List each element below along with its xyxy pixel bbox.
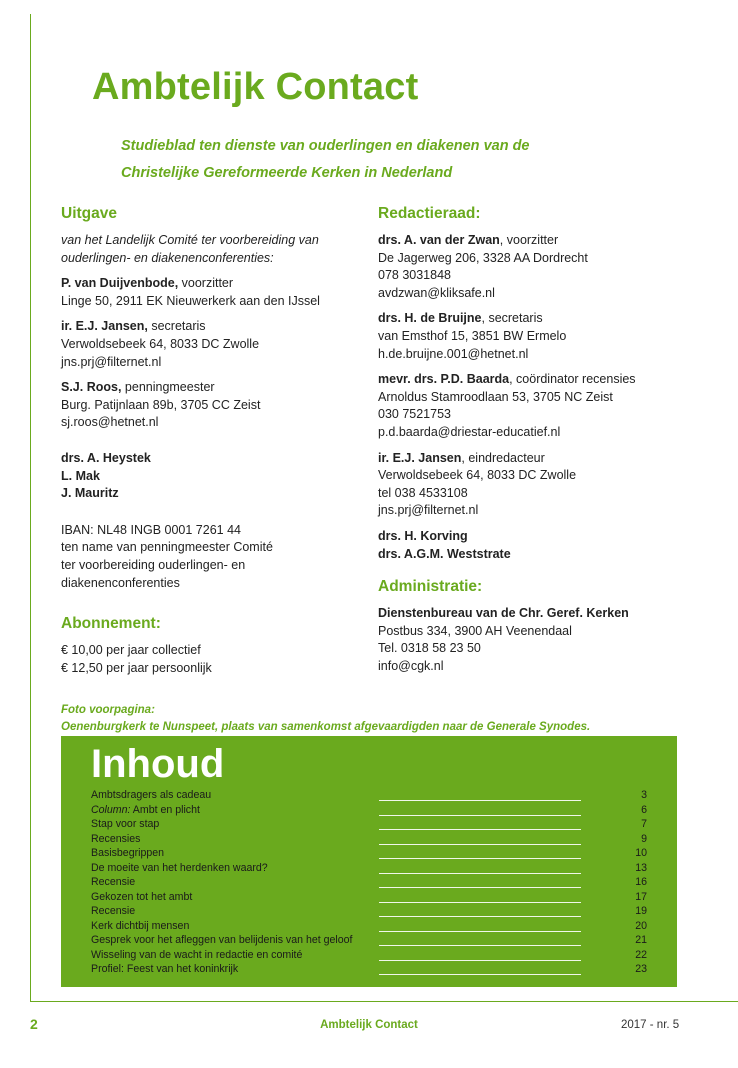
table-of-contents (61, 736, 677, 987)
toc-leader (379, 916, 581, 917)
admin-email[interactable]: info@cgk.nl (378, 658, 444, 673)
toc-leader (379, 945, 581, 946)
toc-item-label (91, 803, 200, 818)
contact-email[interactable]: p.d.baarda@driestar-educatief.nl (378, 424, 561, 439)
contact-name: ir. E.J. Jansen (378, 450, 462, 465)
toc-item-label: Recensie (91, 876, 136, 888)
toc-leader (379, 887, 581, 888)
left-rule (30, 14, 31, 1001)
contact-name: P. van Duijvenbode, (61, 276, 179, 291)
contact-name: ir. E.J. Jansen, (61, 319, 148, 334)
member-name: drs. H. Korving (378, 528, 468, 543)
toc-item-label: Recensies (91, 832, 141, 845)
photo-caption-text: Oenenburgkerk te Nunspeet, plaats van samenkomst afgevaardigden naar de Generale Synodes. (61, 721, 591, 733)
toc-item-label: Wisseling van de wacht in redactie en comité (91, 948, 303, 961)
toc-item[interactable] (91, 817, 647, 832)
right-column (378, 204, 728, 683)
contact-name: mevr. drs. P.D. Baarda (378, 372, 510, 387)
contact-role: voorzitter (178, 276, 234, 291)
contact-role: penningmeester (121, 380, 215, 395)
toc-item[interactable] (91, 948, 647, 963)
toc-item[interactable] (91, 962, 647, 977)
contact-secretaris (61, 318, 361, 371)
toc-item-label: De moeite van het herdenken waard? (91, 861, 268, 874)
toc-leader (379, 974, 581, 975)
photo-caption (61, 702, 590, 736)
contact-voorzitter (61, 275, 361, 310)
toc-item-page: 23 (635, 963, 647, 975)
footer-issue: 2017 - nr. 5 (621, 1019, 680, 1031)
toc-item-label: Gekozen tot het ambt (91, 890, 193, 903)
abonnement-prices (61, 642, 361, 677)
contact-role: , voorzitter (499, 233, 559, 247)
uitgave-intro (61, 232, 361, 267)
toc-item-page: 20 (635, 919, 647, 932)
contact-role: , coördinator recensies (509, 372, 636, 387)
subtitle (121, 133, 530, 187)
price-line: € 10,00 per jaar collectief (61, 643, 201, 658)
redactie-member (378, 450, 728, 520)
redactie-member (378, 310, 728, 363)
toc-item[interactable] (91, 933, 647, 948)
contact-email[interactable]: sj.roos@hetnet.nl (61, 415, 159, 430)
uitgave-intro-line: van het Landelijk Comité ter voorbereiding van (61, 233, 319, 247)
toc-item-label: Gesprek voor het afleggen van belijdenis van het geloof (91, 934, 353, 946)
toc-list (91, 788, 647, 977)
toc-item-page: 10 (635, 847, 647, 859)
toc-item-label-prefix: Column: (91, 803, 131, 816)
left-column (61, 204, 361, 685)
toc-leader (379, 844, 581, 845)
admin-name: Dienstenbureau van de Chr. Geref. Kerken (378, 606, 629, 621)
contact-email[interactable]: jns.prj@filternet.nl (61, 354, 162, 369)
contact-address: van Emsthof 15, 3851 BW Ermelo (378, 328, 567, 343)
toc-item-page: 7 (641, 818, 647, 830)
contact-name: drs. H. de Bruijne (378, 311, 482, 326)
contact-name: S.J. Roos, (61, 380, 122, 395)
member-name: drs. A. Heystek (61, 450, 151, 465)
toc-item-label: Ambtsdragers als cadeau (91, 789, 212, 801)
toc-leader (379, 829, 581, 830)
subtitle-line-1: Studieblad ten dienste van ouderlingen en diakenen van de (121, 138, 530, 154)
toc-leader (379, 873, 581, 874)
redactie-member (378, 371, 728, 441)
toc-item[interactable] (91, 875, 647, 890)
iban-line: ter voorbereiding ouderlingen- en (61, 557, 246, 572)
iban-line: ten name van penningmeester Comité (61, 540, 273, 555)
toc-item-page: 9 (641, 832, 647, 845)
bottom-rule (30, 1001, 738, 1002)
contact-address: Linge 50, 2911 EK Nieuwerkerk aan den IJssel (61, 293, 320, 308)
toc-item[interactable] (91, 788, 647, 803)
contact-role: , eindredacteur (461, 450, 545, 465)
toc-item[interactable] (91, 919, 647, 934)
contact-phone: 030 7521753 (378, 407, 451, 422)
toc-item-page: 21 (635, 934, 647, 946)
toc-item[interactable] (91, 846, 647, 861)
toc-item-label: Kerk dichtbij mensen (91, 919, 190, 932)
administratie-info (378, 605, 728, 675)
toc-item-label: Recensie (91, 905, 136, 917)
iban-line: IBAN: NL48 INGB 0001 7261 44 (61, 522, 241, 537)
admin-address: Postbus 334, 3900 AH Veenendaal (378, 623, 572, 638)
admin-phone: Tel. 0318 58 23 50 (378, 641, 481, 656)
contact-role: , secretaris (481, 311, 543, 326)
toc-item[interactable] (91, 832, 647, 847)
administratie-heading: Administratie: (378, 578, 483, 596)
member-name: J. Mauritz (61, 486, 119, 501)
contact-penningmeester (61, 379, 361, 432)
redactieraad-heading: Redactieraad: (378, 205, 481, 222)
contact-address: Verwoldsebeek 64, 8033 DC Zwolle (61, 336, 260, 351)
uitgave-intro-line: ouderlingen- en diakenenconferenties: (61, 250, 274, 265)
redactie-members-extra (378, 528, 728, 563)
toc-leader (379, 902, 581, 903)
contact-address: Verwoldsebeek 64, 8033 DC Zwolle (378, 468, 577, 483)
toc-item[interactable] (91, 890, 647, 905)
member-name: L. Mak (61, 468, 100, 483)
photo-caption-label: Foto voorpagina: (61, 704, 155, 716)
contact-name: drs. A. van der Zwan (378, 233, 500, 247)
member-name: drs. A.G.M. Weststrate (378, 546, 511, 561)
toc-item-page: 6 (641, 803, 647, 816)
toc-leader (379, 960, 581, 961)
contact-phone: 078 3031848 (378, 268, 451, 283)
page-number: 2 (30, 1016, 38, 1032)
toc-leader (379, 800, 581, 801)
contact-role: secretaris (147, 319, 206, 334)
uitgave-heading: Uitgave (61, 205, 117, 222)
contact-email[interactable]: h.de.bruijne.001@hetnet.nl (378, 346, 529, 361)
toc-item[interactable] (91, 861, 647, 876)
abonnement-heading: Abonnement: (61, 615, 161, 633)
redactie-member (378, 232, 728, 302)
iban-line: diakenenconferenties (61, 575, 180, 590)
toc-item-page: 22 (635, 948, 647, 961)
toc-item-page: 3 (641, 789, 647, 801)
toc-leader (379, 931, 581, 932)
toc-item[interactable] (91, 803, 647, 818)
toc-leader (379, 858, 581, 859)
iban-info (61, 522, 361, 592)
toc-item-label: Stap voor stap (91, 818, 160, 830)
toc-item-label: Profiel: Feest van het koninkrijk (91, 963, 239, 975)
toc-item-page: 16 (635, 876, 647, 888)
toc-leader (379, 815, 581, 816)
toc-item[interactable] (91, 904, 647, 919)
toc-item-label-text: Ambt en plicht (130, 803, 200, 816)
contact-address: Burg. Patijnlaan 89b, 3705 CC Zeist (61, 397, 261, 412)
subtitle-line-2: Christelijke Gereformeerde Kerken in Nederland (121, 165, 453, 181)
contact-email[interactable]: avdzwan@kliksafe.nl (378, 285, 495, 300)
page-title: Ambtelijk Contact (92, 66, 419, 108)
toc-item-page: 17 (635, 890, 647, 903)
toc-title: Inhoud (91, 742, 225, 786)
toc-item-label: Basisbegrippen (91, 847, 165, 859)
contact-address: Arnoldus Stamroodlaan 53, 3705 NC Zeist (378, 389, 613, 404)
committee-members (61, 450, 361, 503)
contact-address: De Jagerweg 206, 3328 AA Dordrecht (378, 250, 588, 265)
contact-phone: tel 038 4533108 (378, 485, 468, 500)
toc-item-page: 13 (635, 861, 647, 874)
footer-magazine-title: Ambtelijk Contact (320, 1019, 418, 1031)
contact-email[interactable]: jns.prj@filternet.nl (378, 503, 479, 518)
toc-item-page: 19 (635, 905, 647, 917)
price-line: € 12,50 per jaar persoonlijk (61, 660, 212, 675)
